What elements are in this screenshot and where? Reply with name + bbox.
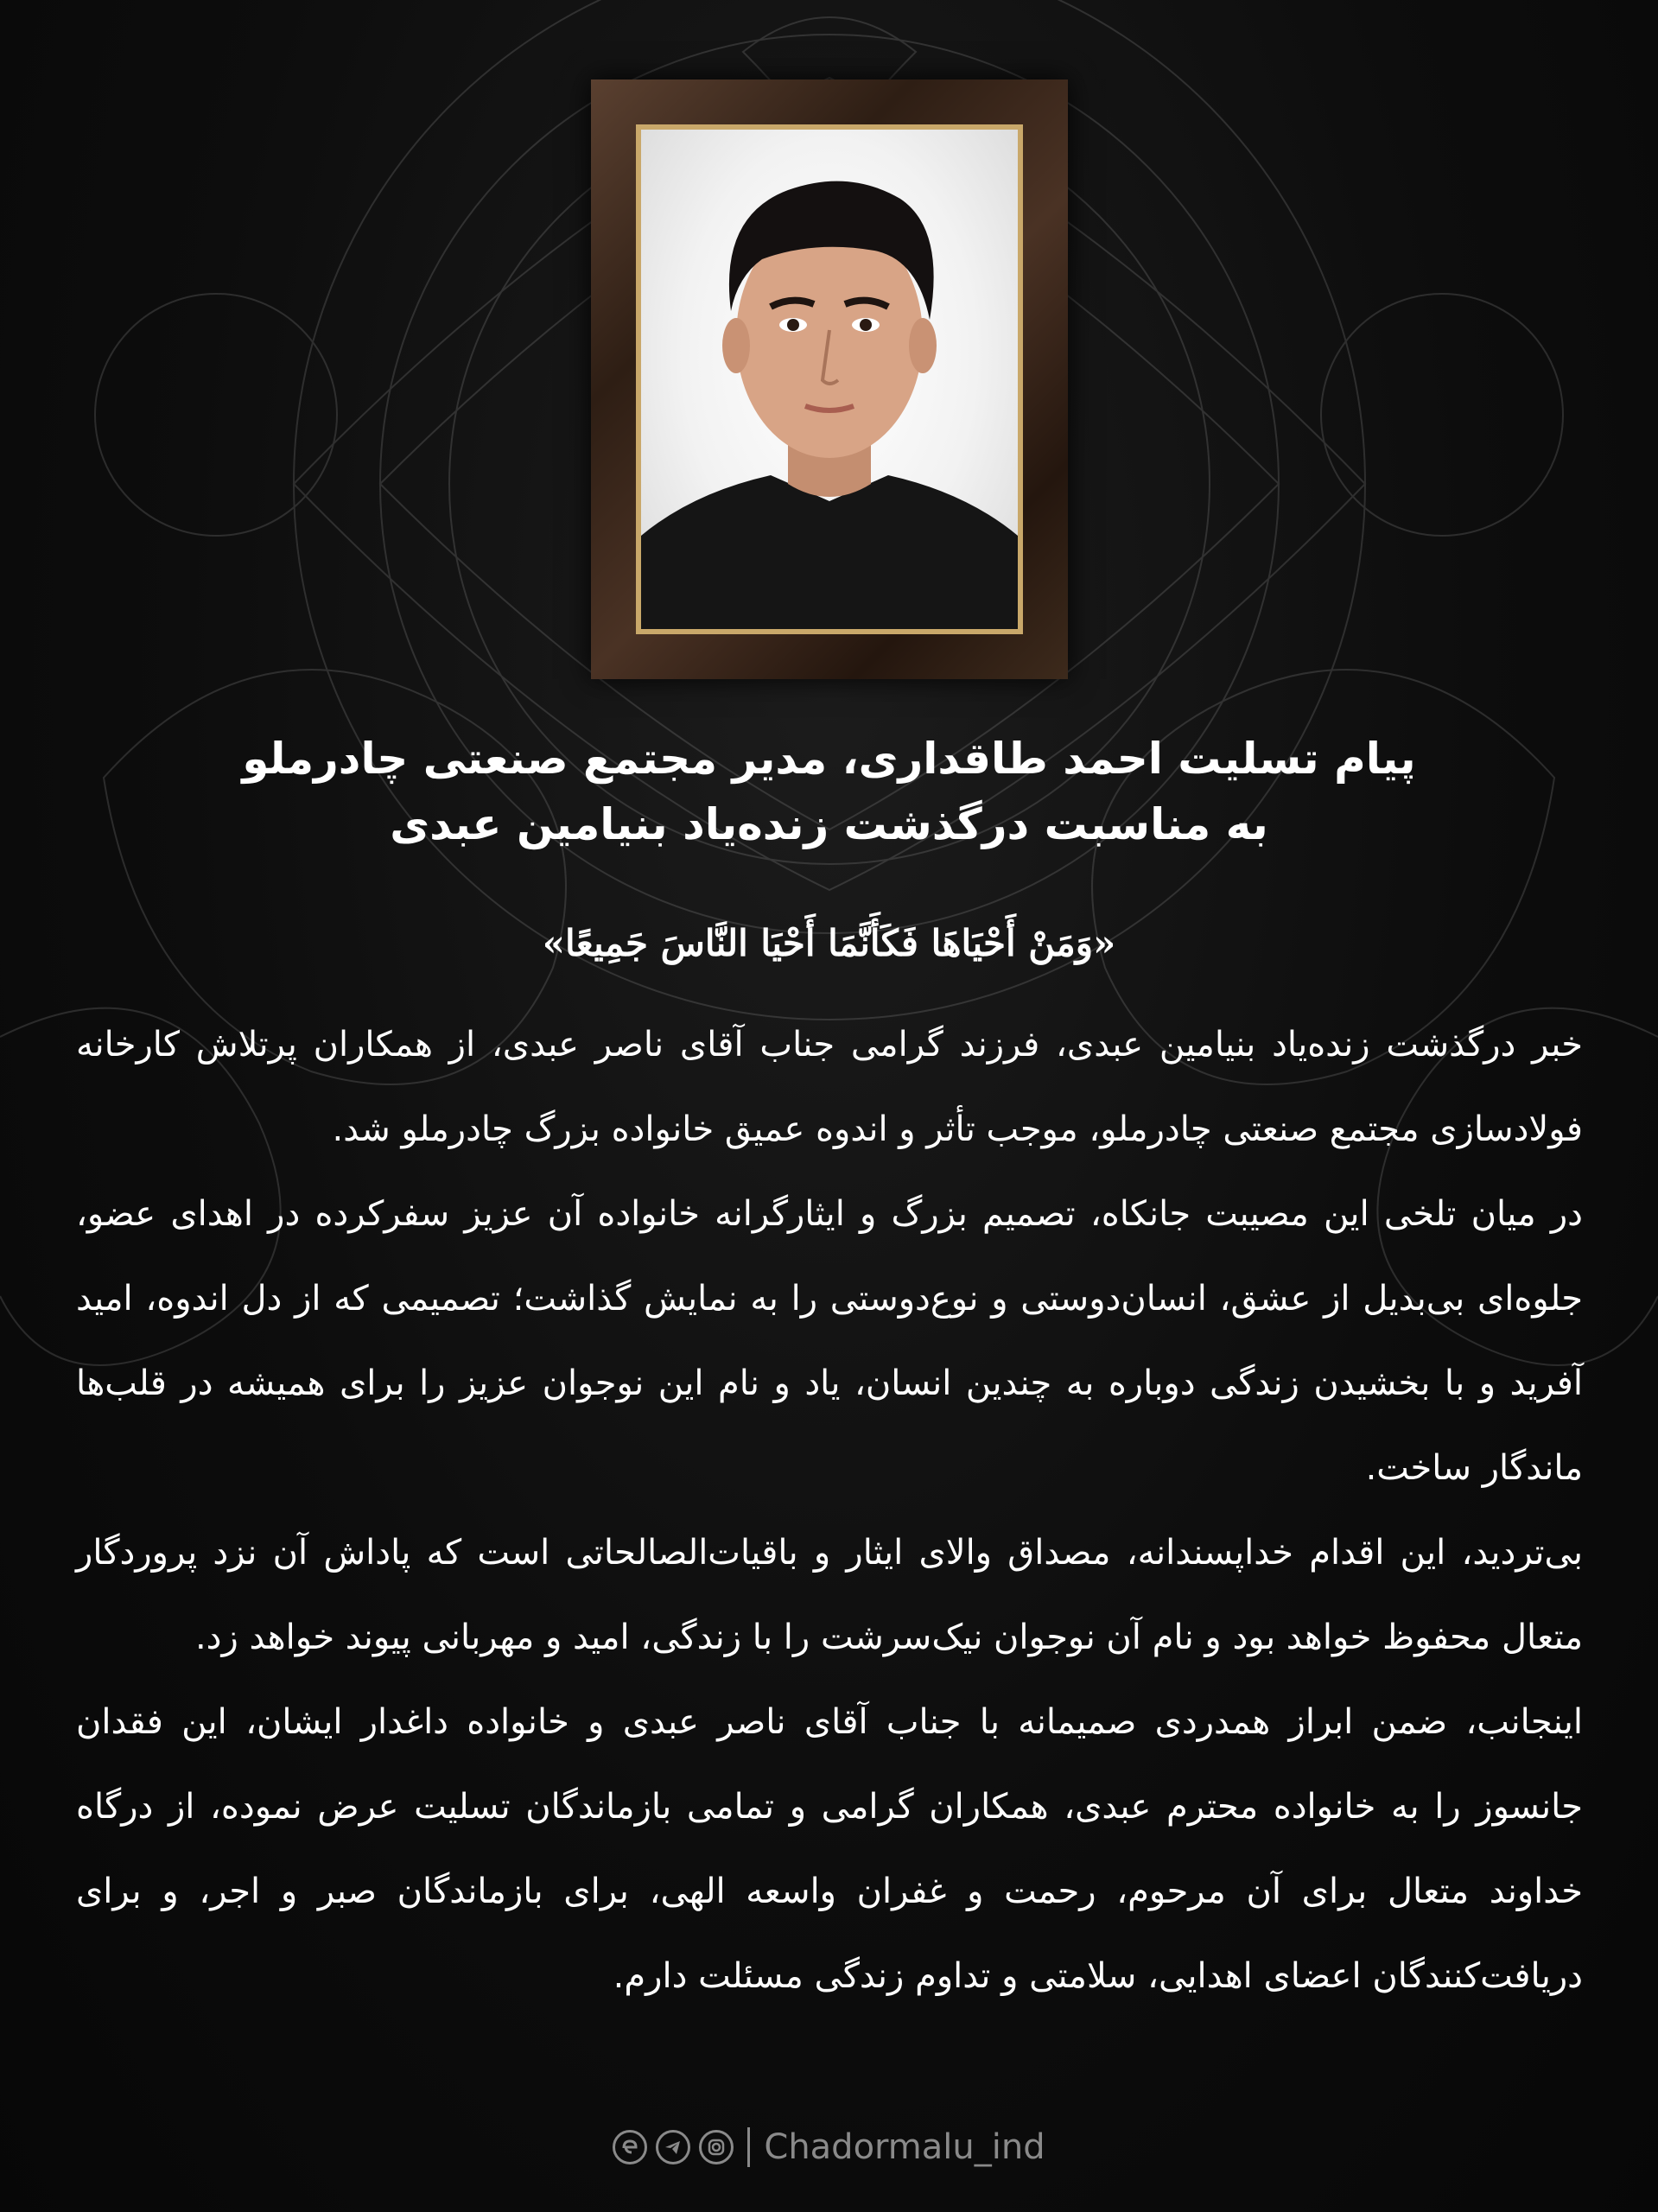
title-line-2: به مناسبت درگذشت زنده‌یاد بنیامین عبدی [390, 799, 1268, 849]
quran-verse: «وَمَنْ أَحْيَاهَا فَكَأَنَّمَا أَحْيَا النَّاسَ جَمِيعًا» [542, 922, 1116, 964]
portrait-mat [636, 124, 1023, 634]
paragraph: بی‌تردید، این اقدام خداپسندانه، مصداق والای ایثار و باقیات‌الصالحاتی است که پاداش آن نزد پروردگار متعال محفوظ خواهد بود و نام آن نوجوان نیک‌سرشت را با زندگی، امید و مهربانی پیوند خواهد زد. [76, 1533, 1583, 1657]
footer-divider [747, 2127, 750, 2167]
instagram-icon[interactable] [699, 2130, 734, 2164]
social-handle[interactable]: Chadormalu_ind [764, 2127, 1045, 2167]
portrait-photo [641, 130, 1018, 629]
title-line-1: پیام تسلیت احمد طاقداری، مدیر مجتمع صنعتی چادرملو [242, 734, 1416, 784]
telegram-icon[interactable] [656, 2130, 690, 2164]
paragraph: خبر درگذشت زنده‌یاد بنیامین عبدی، فرزند گرامی جناب آقای ناصر عبدی، از همکاران پرتلاش کارخانه فولادسازی مجتمع صنعتی چادرملو، موجب تأثر و اندوه عمیق خانواده بزرگ چادرملو شد. [76, 1025, 1583, 1149]
paragraph: اینجانب، ضمن ابراز همدردی صمیمانه با جناب آقای ناصر عبدی و خانواده داغدار ایشان، این فقدان جانسوز را به خانواده محترم عبدی، همکاران گرامی و تمامی بازماندگان تسلیت عرض نموده، از درگاه خداوند متعال برای آن مرحوم، رحمت و غفران واسعه الهی، برای بازماندگان صبر و اجر، و برای دریافت‌کنندگان اعضای اهدایی، سلامتی و تداوم زندگی مسئلت دارم. [76, 1702, 1583, 1996]
portrait-frame [591, 79, 1068, 679]
eitaa-icon[interactable] [613, 2130, 647, 2164]
condolence-body [76, 1002, 1583, 2018]
social-footer [0, 2117, 1658, 2177]
paragraph: در میان تلخی این مصیبت جانکاه، تصمیم بزرگ و ایثارگرانه خانواده آن عزیز سفرکرده در اهدای عضو، جلوه‌ای بی‌بدیل از عشق، انسان‌دوستی و نوع‌دوستی را به نمایش گذاشت؛ تصمیمی که از دل اندوه، امید آفرید و با بخشیدن زندگی دوباره به چندین انسان، یاد و نام این نوجوان عزیز را برای همیشه در قلب‌ها ماندگار ساخت. [76, 1194, 1583, 1488]
